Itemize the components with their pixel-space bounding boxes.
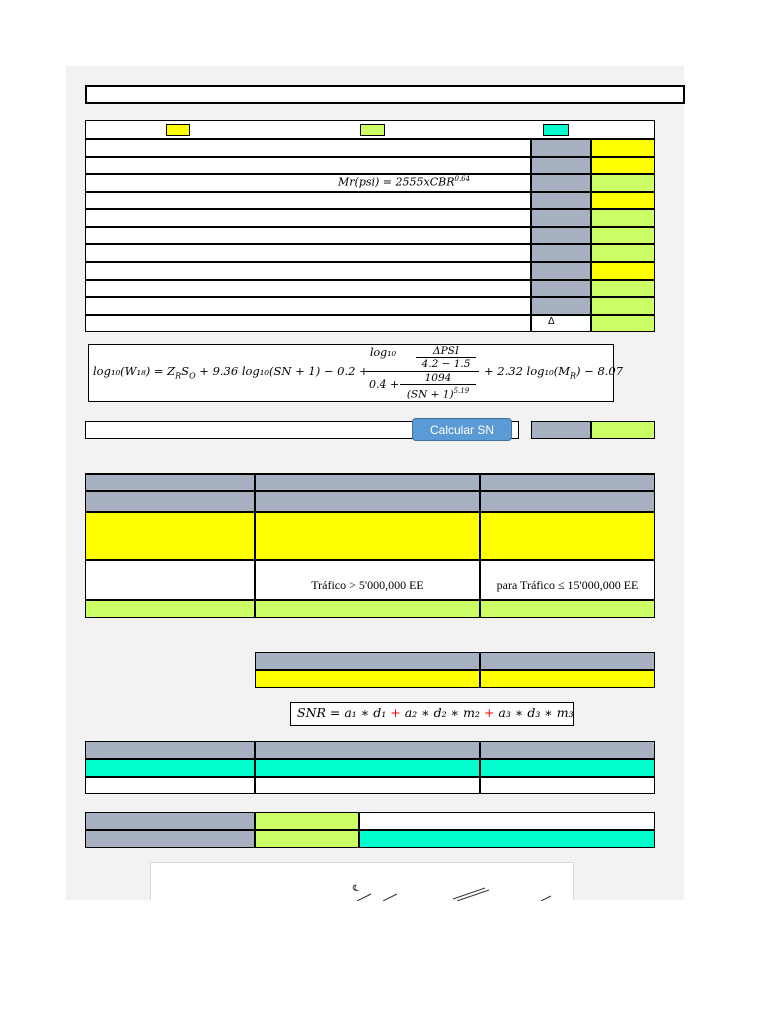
table-cell [480, 777, 655, 794]
table-header-cell [255, 491, 480, 512]
param-unit-cell [531, 262, 591, 280]
param-row-7 [85, 244, 531, 262]
table-input-cell[interactable] [480, 670, 655, 688]
table-result-cell [255, 600, 480, 618]
param-unit-cell [531, 139, 591, 157]
param-value-cell[interactable] [591, 262, 655, 280]
param-value-cell[interactable] [591, 139, 655, 157]
equation-numerator: log₁₀ [370, 346, 397, 359]
param-unit-cell [531, 209, 591, 227]
param-value-cell [591, 280, 655, 297]
table-result-cell [85, 600, 255, 618]
table-header-cell [85, 812, 255, 830]
param-unit-cell [531, 192, 591, 209]
param-value-cell[interactable] [591, 157, 655, 174]
param-value-cell [591, 227, 655, 244]
drawing-strokes [151, 863, 575, 901]
table-header-cell [255, 652, 480, 670]
table-cell [85, 777, 255, 794]
table-cyan-cell [85, 759, 255, 777]
param-row-1 [85, 139, 531, 157]
param-unit-cell [531, 157, 591, 174]
param-row-9 [85, 280, 531, 297]
calcular-sn-button[interactable]: Calcular SN [412, 418, 512, 441]
table-cyan-cell [480, 759, 655, 777]
param-row-8 [85, 262, 531, 280]
table-header-cell [480, 741, 655, 759]
param-row-4 [85, 192, 531, 209]
delta-label: Δ [548, 316, 555, 327]
param-unit-cell [531, 244, 591, 262]
param-value-cell [591, 315, 655, 332]
param-unit-cell [531, 174, 591, 192]
snr-formula-text: SNR = a₁ ∗ d₁ + a₂ ∗ d₂ ∗ m₂ + a₃ ∗ d₃ ∗ m₃ [297, 705, 574, 720]
param-unit-cell [531, 297, 591, 315]
equation-right: + 2.32 $\log_{10}(M_R) - 8.07$ [484, 364, 624, 381]
param-row-2 [85, 157, 531, 174]
param-row-6 [85, 227, 531, 244]
summary-value-cell [255, 830, 359, 848]
param-row-10 [85, 297, 531, 315]
param-value-cell [591, 297, 655, 315]
sn-unit-cell [531, 421, 591, 439]
param-row-11 [85, 315, 531, 332]
legend-swatch-lime [360, 124, 385, 136]
param-unit-cell [531, 280, 591, 297]
mr-formula: Mr(psi) = 2555xCBR$^{0.64}$ [338, 175, 471, 189]
pavement-section-drawing [150, 862, 574, 900]
legend-swatch-yellow [166, 124, 190, 136]
table-input-cell[interactable] [255, 670, 480, 688]
table-header-cell [255, 741, 480, 759]
equation-sub-fraction: 1094 (SN + 1)$^{5.19}$ [400, 372, 476, 401]
table-header-cell [480, 652, 655, 670]
summary-cyan-cell [359, 830, 655, 848]
param-unit-cell [531, 227, 591, 244]
table-header-cell [85, 830, 255, 848]
param-value-cell [591, 209, 655, 227]
table-header-cell [85, 491, 255, 512]
title-bar [85, 85, 685, 104]
legend-swatch-cyan [543, 124, 569, 136]
table-header-cell [85, 473, 255, 491]
table-input-cell[interactable] [85, 512, 255, 560]
param-row-5 [85, 209, 531, 227]
table-cell [255, 777, 480, 794]
table-header-cell [255, 473, 480, 491]
traffic-limit-label: para Tráfico ≤ 15'000,000 EE [496, 578, 639, 592]
table-cyan-cell [255, 759, 480, 777]
table-header-cell [480, 491, 655, 512]
table-result-cell [480, 600, 655, 618]
param-value-cell [591, 174, 655, 192]
param-value-cell[interactable] [591, 192, 655, 209]
delta-cell [531, 315, 591, 332]
svg-text:℄: ℄ [353, 884, 359, 894]
summary-note-cell [359, 812, 655, 830]
table-header-cell [480, 473, 655, 491]
traffic-limit-label: Tráfico > 5'000,000 EE [311, 578, 424, 592]
param-value-cell [591, 244, 655, 262]
equation-denominator: 0.4 + [369, 378, 400, 391]
table-input-cell[interactable] [255, 512, 480, 560]
sn-value-cell [591, 421, 655, 439]
equation-left: $\log_{10}(W_{18}) = Z_RS_O + 9.36$ log₁₀(SN + 1) − 0.2 + [93, 364, 369, 381]
table-cell [85, 560, 255, 600]
summary-value-cell [255, 812, 359, 830]
table-input-cell[interactable] [480, 512, 655, 560]
equation-dpsi-fraction: ΔPSI 4.2 − 1.5 [416, 345, 476, 370]
table-header-cell [85, 741, 255, 759]
